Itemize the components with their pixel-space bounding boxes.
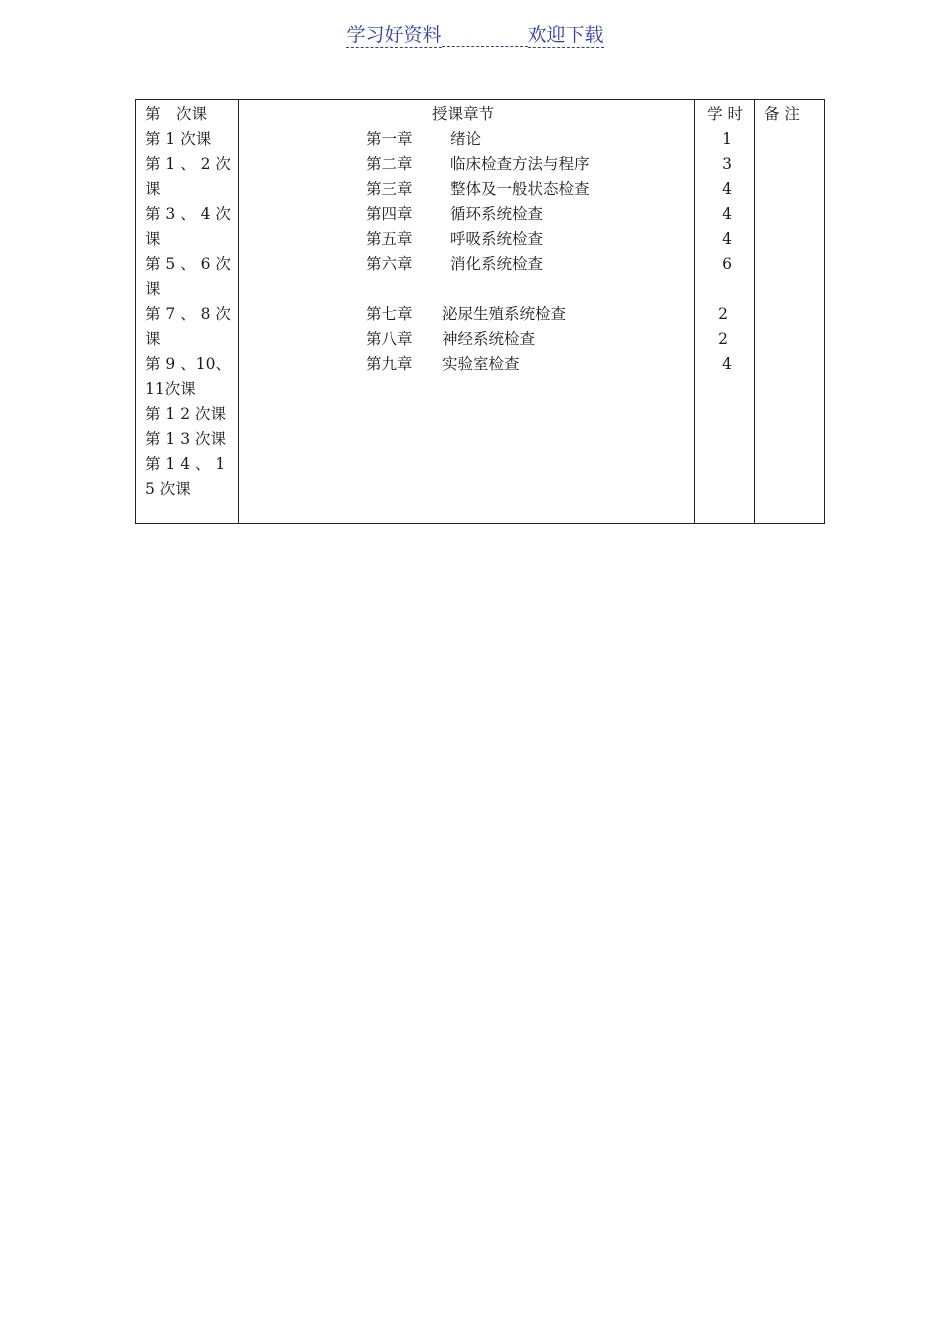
session-column-header: 第 次课 [145, 105, 208, 123]
session-line: 第 7 、 8 次 [145, 305, 231, 323]
session-line: 第 1 、 2 次 [145, 155, 231, 173]
remarks-column [755, 100, 824, 523]
course-schedule-table [135, 99, 825, 524]
remarks-column-header: 备 注 [764, 105, 800, 123]
chapter-hours: 3 [722, 155, 732, 173]
chapter-hours: 4 [722, 180, 732, 198]
chapter-hours: 2 [718, 305, 728, 323]
session-line: 11次课 [145, 380, 196, 398]
chapter-hours: 2 [718, 330, 728, 348]
session-line: 课 [145, 280, 161, 298]
chapter-title: 泌尿生殖系统检查 [442, 305, 567, 323]
chapter-title: 绪论 [450, 130, 482, 148]
session-line: 第 1 4 、 1 [145, 455, 226, 473]
session-line: 第 9 、10、 [145, 355, 231, 373]
welcome-download-link[interactable]: 欢迎下载 [527, 24, 604, 46]
chapter-hours: 4 [722, 355, 732, 373]
chapter-title: 临床检查方法与程序 [450, 155, 590, 173]
chapter-number: 第四章 [366, 205, 413, 223]
chapter-title: 呼吸系统检查 [450, 230, 544, 248]
session-line: 第 1 次课 [145, 130, 212, 148]
session-line: 5 次课 [145, 480, 191, 498]
chapter-column [239, 100, 695, 523]
chapter-number: 第七章 [366, 305, 413, 323]
chapter-hours: 4 [722, 230, 732, 248]
chapter-title: 整体及一般状态检查 [450, 180, 590, 198]
session-line: 课 [145, 180, 161, 198]
chapter-number: 第六章 [366, 255, 413, 273]
chapter-title: 循环系统检查 [450, 205, 544, 223]
chapter-number: 第一章 [366, 130, 413, 148]
chapter-number: 第九章 [366, 355, 413, 373]
chapter-hours: 1 [722, 130, 732, 148]
session-column [136, 100, 239, 523]
chapter-hours: 4 [722, 205, 732, 223]
chapter-title: 神经系统检查 [442, 330, 536, 348]
session-line: 第 5 、 6 次 [145, 255, 231, 273]
session-line: 第 1 2 次课 [145, 405, 227, 423]
chapter-hours: 6 [722, 255, 732, 273]
session-line: 课 [145, 230, 161, 248]
session-line: 课 [145, 330, 161, 348]
session-line: 第 1 3 次课 [145, 430, 227, 448]
session-line: 第 3 、 4 次 [145, 205, 231, 223]
chapter-title: 消化系统检查 [450, 255, 544, 273]
page-header [0, 22, 950, 49]
study-materials-link[interactable]: 学习好资料 [346, 24, 442, 46]
chapter-number: 第八章 [366, 330, 413, 348]
header-separator [442, 26, 528, 47]
chapter-number: 第五章 [366, 230, 413, 248]
chapter-column-header: 授课章节 [432, 105, 495, 123]
hours-column-header: 学 时 [707, 105, 743, 123]
chapter-title: 实验室检查 [442, 355, 520, 373]
chapter-number: 第二章 [366, 155, 413, 173]
hours-column [695, 100, 755, 523]
chapter-number: 第三章 [366, 180, 413, 198]
